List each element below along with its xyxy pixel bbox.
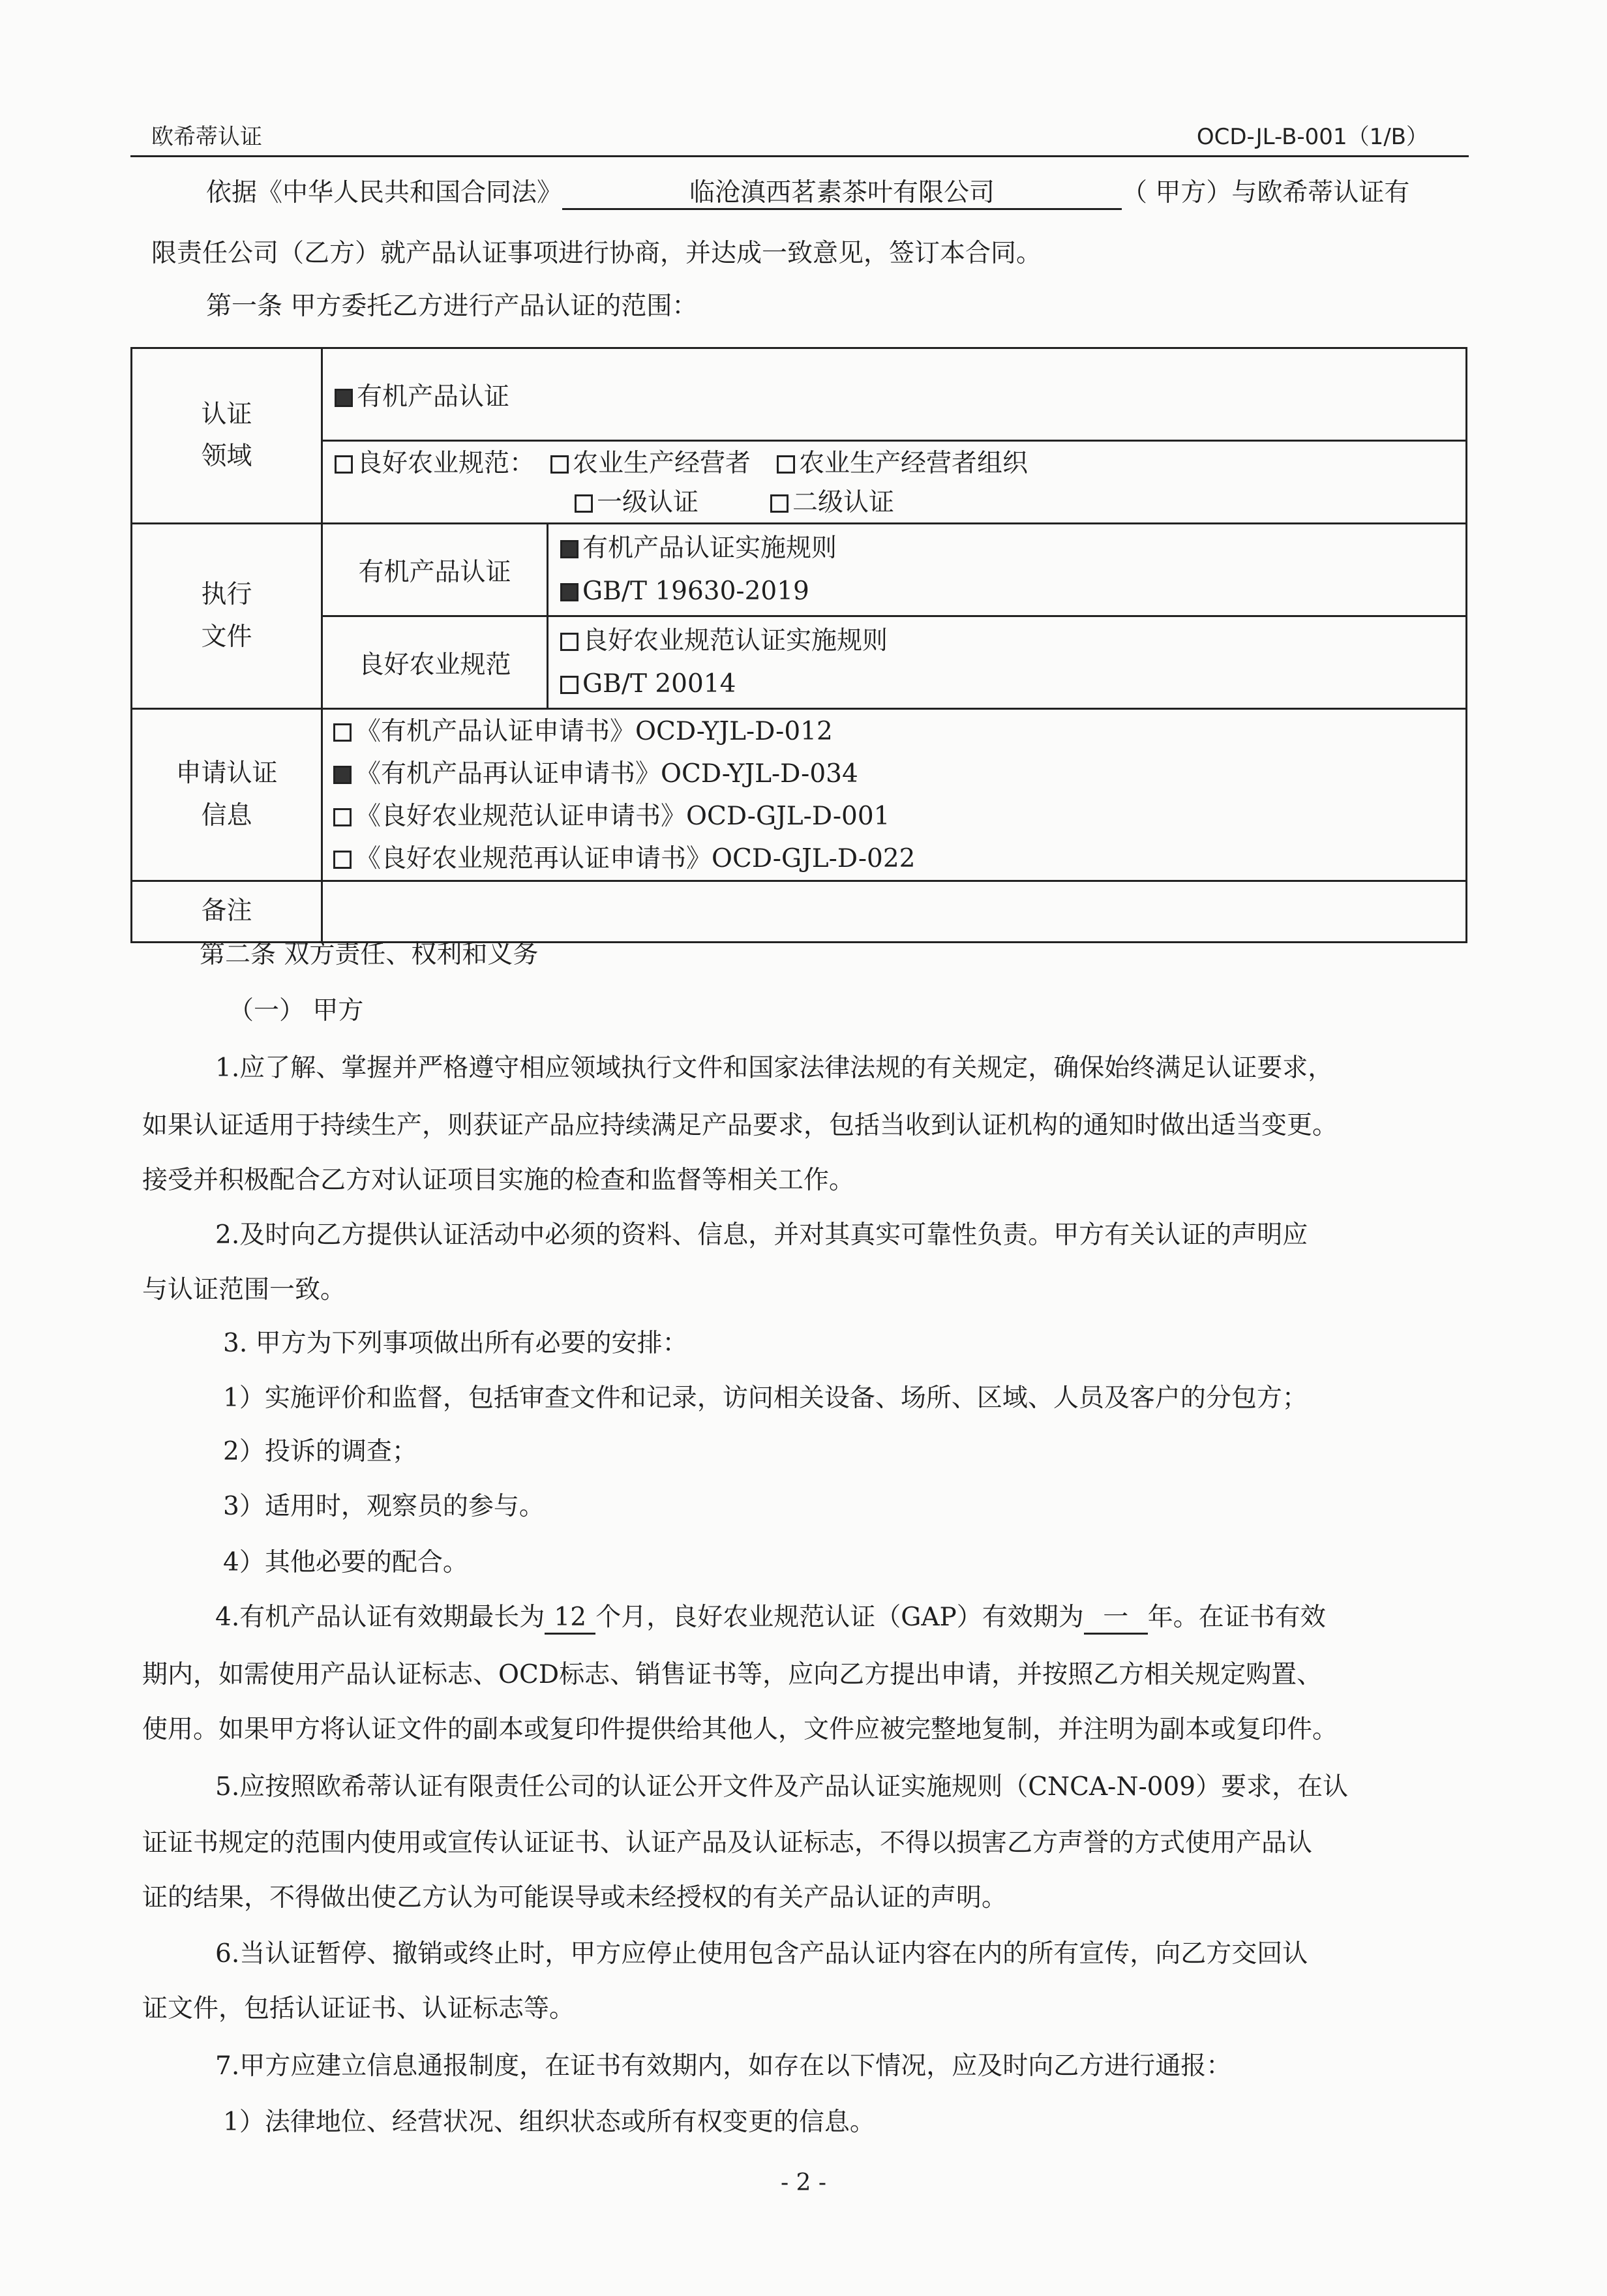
header-rule [130, 155, 1469, 157]
apply-gap-label: 《良好农业规范认证申请书》OCD-GJL-D-001 [355, 801, 890, 831]
gap-checkbox[interactable] [335, 455, 353, 474]
gap-standard-checkbox[interactable] [560, 676, 578, 694]
apply-gap-checkbox[interactable] [333, 808, 352, 826]
gap-standard-label: GB/T 20014 [582, 669, 736, 699]
gap-level-2-checkbox[interactable] [770, 494, 788, 513]
gap-rules-label: 良好农业规范认证实施规则 [582, 626, 888, 656]
gap-rules-checkbox[interactable] [560, 633, 578, 651]
gap-label: 良好农业规范： [357, 449, 535, 478]
para-7: 7.甲方应建立信息通报制度，在证书有效期内，如存在以下情况，应及时向乙方进行通报： [215, 2051, 1232, 2081]
gap-producer-group-checkbox[interactable] [777, 455, 795, 474]
validity-months: 12 [545, 1605, 595, 1635]
apply-info-docs [322, 709, 1467, 881]
organic-field-cell [322, 348, 1467, 441]
para-6-line-2: 证文件，包括认证证书、认证标志等。 [142, 1994, 575, 2023]
apply-info-label: 申请认证 信息 [132, 709, 322, 881]
gap-field-cell [322, 441, 1467, 524]
para-1-line-1: 1.应了解、掌握并严格遵守相应领域执行文件和国家法律法规的有关规定，确保始终满足认证要求， [215, 1053, 1334, 1083]
gap-producer-label: 农业生产经营者 [573, 449, 751, 478]
apply-gap-renewal-label: 《良好农业规范再认证申请书》OCD-GJL-D-022 [355, 843, 916, 873]
para-4-line-2: 期内，如需使用产品认证标志、OCD标志、销售证书等，应向乙方提出申请，并按照乙方相关规定购置、 [142, 1660, 1323, 1689]
intro-prefix: 依据《中华人民共和国合同法》 [206, 178, 563, 207]
apply-organic-checkbox[interactable] [333, 723, 352, 742]
organic-standard-label: GB/T 19630-2019 [582, 576, 809, 606]
article-2-title: 第二条 双方责任、权利和义务 [200, 940, 539, 969]
exec-organic-label: 有机产品认证 [322, 524, 548, 616]
para-4-line-1: 4.有机产品认证有效期最长为 12 个月，良好农业规范认证（GAP）有效期为 一 年。在证书有效 [215, 1605, 1326, 1635]
header-doc-code: OCD-JL-B-001（1/B） [1196, 124, 1428, 150]
para-1-line-3: 接受并积极配合乙方对认证项目实施的检查和监督等相关工作。 [142, 1166, 855, 1195]
exec-gap-label: 良好农业规范 [322, 616, 548, 709]
certification-scope-table [130, 347, 1467, 943]
party-a-name: 临沧滇西茗素茶叶有限公司 [562, 180, 1122, 210]
organic-rules-checkbox[interactable] [560, 540, 578, 558]
apply-organic-label: 《有机产品认证申请书》OCD-YJL-D-012 [355, 716, 833, 746]
para-3: 3. 甲方为下列事项做出所有必要的安排： [223, 1329, 688, 1358]
apply-organic-renewal-checkbox[interactable] [333, 766, 352, 784]
para-2-line-1: 2.及时向乙方提供认证活动中必须的资料、信息，并对其真实可靠性负责。甲方有关认证的声明应 [215, 1220, 1308, 1250]
field-label: 认证 领域 [132, 348, 322, 524]
para-2-line-2: 与认证范围一致。 [142, 1275, 346, 1305]
organic-standard-checkbox[interactable] [560, 583, 578, 601]
para-1-line-2: 如果认证适用于持续生产，则获证产品应持续满足产品要求，包括当收到认证机构的通知时做出适当变更。 [142, 1111, 1338, 1140]
intro-suffix: （ 甲方）与欧希蒂认证有 [1122, 178, 1410, 207]
gap-level-1-label: 一级认证 [597, 488, 699, 517]
apply-organic-renewal-label: 《有机产品再认证申请书》OCD-YJL-D-034 [355, 759, 858, 789]
para-5-line-2: 证证书规定的范围内使用或宣传认证证书、认证产品及认证标志，不得以损害乙方声誉的方式使用产品认 [142, 1828, 1313, 1858]
validity-years: 一 [1084, 1605, 1148, 1635]
remark-value[interactable] [322, 881, 1467, 943]
exec-gap-docs [548, 616, 1467, 709]
exec-organic-docs [548, 524, 1467, 616]
para-5-line-1: 5.应按照欧希蒂认证有限责任公司的认证公开文件及产品认证实施规则（CNCA-N-009）要求，在认 [215, 1772, 1349, 1802]
header-org: 欧希蒂认证 [151, 124, 262, 150]
intro-line-1 [206, 180, 1409, 210]
para-5-line-3: 证的结果，不得做出使乙方认为可能误导或未经授权的有关产品认证的声明。 [142, 1883, 1008, 1912]
gap-level-2-label: 二级认证 [792, 488, 895, 517]
para-6-line-1: 6.当认证暂停、撤销或终止时，甲方应停止使用包含产品认证内容在内的所有宣传，向乙方交回认 [215, 1939, 1308, 1969]
page-number: - 2 - [780, 2169, 827, 2196]
para-3-item-3: 3）适用时，观察员的参与。 [223, 1492, 545, 1521]
organic-rules-label: 有机产品认证实施规则 [582, 533, 837, 563]
exec-doc-label: 执行 文件 [132, 524, 322, 709]
para-3-item-1: 1）实施评价和监督，包括审查文件和记录，访问相关设备、场所、区域、人员及客户的分包方； [223, 1383, 1308, 1413]
gap-producer-checkbox[interactable] [550, 455, 569, 474]
para-7-item-1: 1）法律地位、经营状况、组织状态或所有权变更的信息。 [223, 2107, 875, 2137]
gap-producer-group-label: 农业生产经营者组织 [799, 449, 1029, 478]
para-4-line-3: 使用。如果甲方将认证文件的副本或复印件提供给其他人，文件应被完整地复制，并注明为副本或复印件。 [142, 1715, 1338, 1744]
section-party-a: （一） 甲方 [228, 996, 364, 1025]
gap-level-1-checkbox[interactable] [575, 494, 593, 513]
apply-gap-renewal-checkbox[interactable] [333, 851, 352, 869]
remark-label: 备注 [132, 881, 322, 943]
article-1-title: 第一条 甲方委托乙方进行产品认证的范围： [206, 292, 698, 321]
intro-line-2: 限责任公司（乙方）就产品认证事项进行协商，并达成一致意见，签订本合同。 [151, 239, 1042, 268]
organic-checkbox[interactable] [335, 389, 353, 407]
para-3-item-2: 2）投诉的调查； [223, 1437, 417, 1466]
para-3-item-4: 4）其他必要的配合。 [223, 1548, 468, 1577]
organic-label: 有机产品认证 [357, 382, 510, 412]
